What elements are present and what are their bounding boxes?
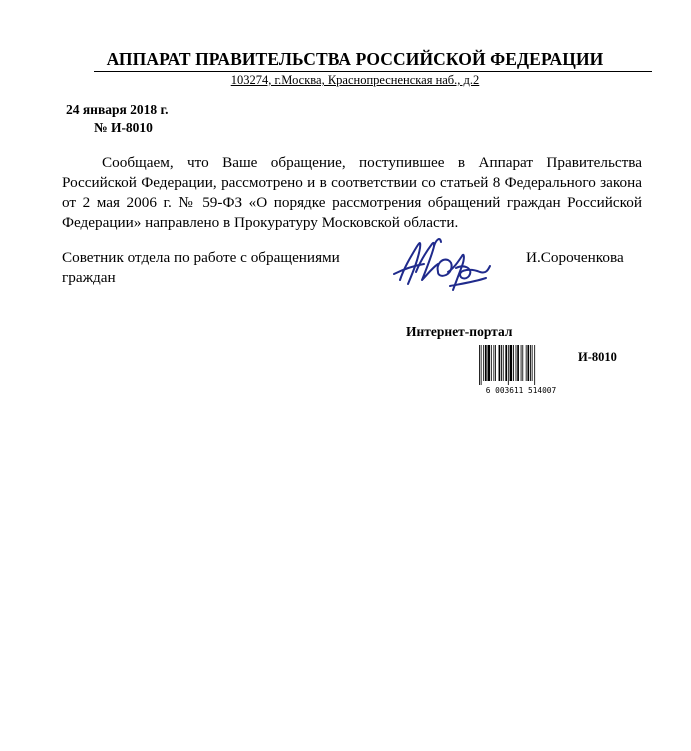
barcode-bar bbox=[503, 345, 504, 381]
barcode-bar bbox=[485, 345, 487, 381]
barcode-bar bbox=[510, 345, 513, 381]
barcode-bar bbox=[481, 345, 482, 385]
barcode-bar bbox=[493, 345, 494, 381]
barcode-bar bbox=[530, 345, 531, 381]
signer-position: Советник отдела по работе с обращениями граждан bbox=[62, 249, 340, 286]
barcode-bar bbox=[517, 345, 519, 381]
barcode-bar bbox=[532, 345, 533, 381]
barcode-bar bbox=[522, 345, 523, 381]
barcode-bar bbox=[501, 345, 502, 381]
letter-body: Сообщаем, что Ваше обращение, поступившее в Аппарат Правительства Российской Федерации, рассмотрено и в соответствии со статьей 8 Федерального закона от 2 мая 2006 г. № 59-ФЗ «О порядке рассмотрения обращений граждан Российской Федерации» направлено в Прокуратуру Московской области. bbox=[62, 154, 642, 231]
barcode-bar bbox=[499, 345, 501, 381]
barcode-bar bbox=[479, 345, 480, 385]
barcode-bar bbox=[527, 345, 529, 381]
barcode-bar bbox=[521, 345, 522, 381]
barcode-image bbox=[478, 345, 563, 385]
barcode-digits: 6 003611 514007 bbox=[485, 386, 557, 395]
barcode-bar bbox=[495, 345, 496, 381]
barcode-bar bbox=[508, 345, 509, 385]
barcode-bar bbox=[491, 345, 492, 381]
barcode-bar bbox=[513, 345, 514, 381]
handwritten-signature bbox=[386, 228, 496, 298]
document-number: № И-8010 bbox=[94, 120, 153, 135]
barcode-bar bbox=[526, 345, 527, 381]
barcode-bar bbox=[534, 345, 535, 385]
barcode-reference: И-8010 bbox=[578, 350, 617, 364]
portal-label: Интернет-портал bbox=[406, 324, 513, 339]
document-date: 24 января 2018 г. bbox=[66, 102, 169, 117]
organization-title: АППАРАТ ПРАВИТЕЛЬСТВА РОССИЙСКОЙ ФЕДЕРАЦИИ bbox=[106, 49, 604, 69]
barcode-bar bbox=[516, 345, 517, 381]
barcode-bar bbox=[483, 345, 484, 381]
address-text: 103274, г.Москва, Краснопресненская наб., д.2 bbox=[230, 73, 480, 87]
barcode-bar bbox=[505, 345, 507, 381]
barcode-bar bbox=[488, 345, 491, 381]
header-divider bbox=[94, 71, 652, 72]
organization-address bbox=[60, 73, 650, 88]
signer-name: И.Сороченкова bbox=[526, 249, 624, 266]
